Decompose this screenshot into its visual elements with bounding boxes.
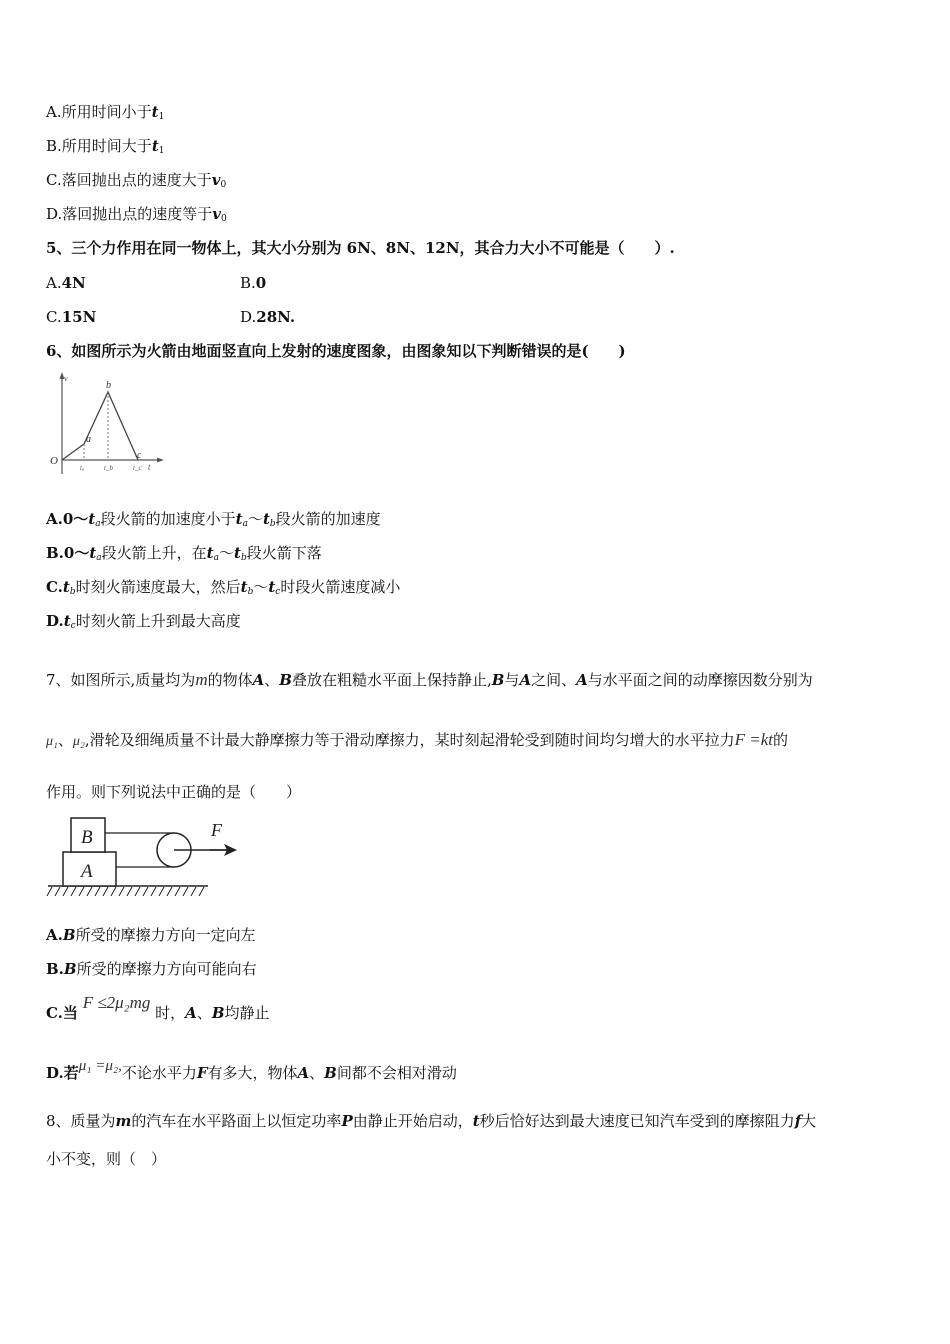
q6-option-d: $D.t_c$时刻火箭上升到最大高度	[46, 612, 241, 631]
q8-line2: 小不变，则（ ）	[46, 1150, 167, 1168]
diagram-force-label: F	[211, 820, 222, 840]
q5-stem: 5、三个力作用在同一物体上，其大小分别为 6N、8N、12N，其合力大小不可能是（ ）.	[46, 239, 675, 257]
q6-option-c: $C.t_b$时刻火箭速度最大，然后$t_b\sim t_c$时段火箭速度减小	[46, 578, 401, 597]
graph-tc-label: t_c	[133, 464, 142, 472]
graph-t-label: t	[148, 462, 151, 472]
q4-option-b: B.所用时间大于$t_1$	[46, 137, 165, 156]
arrow-head-icon	[210, 840, 240, 860]
graph-tb-label: t_b	[104, 464, 113, 472]
q7-option-c: C.当 F ≤2μ₂mg 时，A、B均静止	[46, 993, 270, 1022]
diagram-block-b-label: B	[81, 827, 93, 848]
q7-line1: 7、如图所示,质量均为m的物体A、B叠放在粗糙水平面上保持静止,B与A之间、A与水平面之间的动摩擦因数分别为	[46, 670, 813, 689]
q4-option-a: A.所用时间小于$t_1$	[46, 103, 165, 122]
graph-point-c: c	[137, 450, 142, 461]
graph-point-b: b	[106, 380, 111, 391]
q5-options-row2: C.15N D.28N.	[46, 308, 296, 326]
q7-pulley-diagram	[46, 812, 222, 900]
q6-option-b: $B.0\sim t_a$段火箭上升，在$t_a\sim t_b$段火箭下落	[46, 544, 322, 563]
q4-option-c: C.落回抛出点的速度大于$v_0$	[46, 171, 227, 190]
q6-velocity-time-graph	[46, 370, 168, 478]
q4-option-d: D.落回抛出点的速度等于$v_0$	[46, 205, 227, 224]
q7-option-d: D.若μ₁ =μ₂,不论水平力F有多大，物体A、B间都不会相对滑动	[46, 1058, 457, 1082]
graph-point-a: a	[86, 434, 91, 445]
q6-stem: 6、如图所示为火箭由地面竖直向上发射的速度图象，由图象知以下判断错误的是( )	[46, 342, 626, 360]
q7-option-a: A.B所受的摩擦力方向一定向左	[46, 926, 256, 944]
q5-options-row1: A.4N B.0	[46, 274, 267, 292]
q8-line1: 8、质量为m的汽车在水平路面上以恒定功率P由静止开始启动，t秒后恰好达到最大速度已知汽车受到的摩擦阻力f大	[46, 1112, 817, 1130]
q7-option-b: B.B所受的摩擦力方向可能向右	[46, 960, 257, 978]
q7-line2: μ₁、μ₂,滑轮及细绳质量不计最大静摩擦力等于滑动摩擦力，某时刻起滑轮受到随时间均匀增大的水平拉力F =kt的	[46, 730, 789, 749]
graph-v-label: v	[64, 374, 68, 383]
q7-line3: 作用。则下列说法中正确的是（ ）	[46, 783, 302, 801]
graph-ta-label: tₐ	[80, 464, 84, 472]
q6-option-a: $A.0\sim t_a$段火箭的加速度小于$t_a\sim t_b$段火箭的加速度	[46, 510, 381, 529]
diagram-block-a-label: A	[81, 861, 93, 882]
graph-origin-label: O	[50, 455, 58, 467]
